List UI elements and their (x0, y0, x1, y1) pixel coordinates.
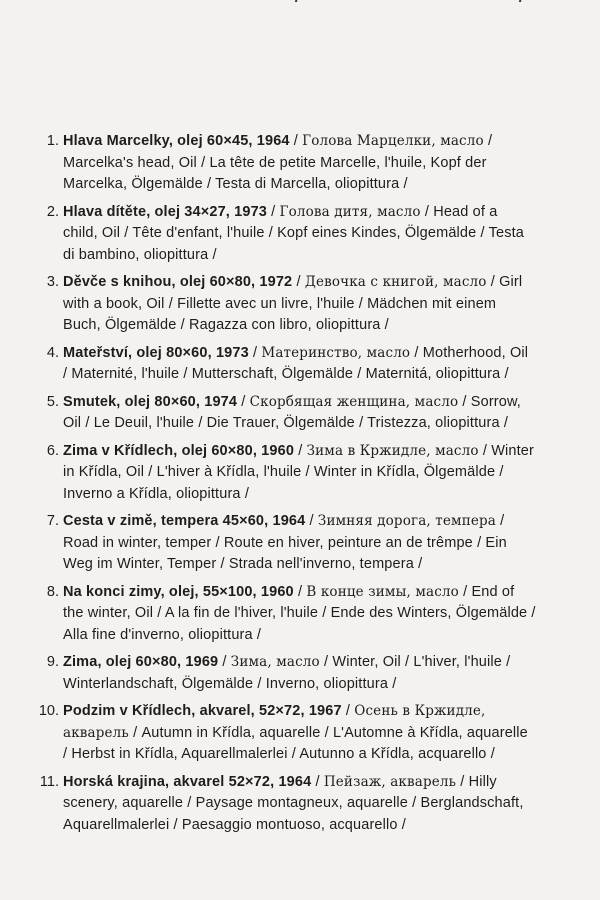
catalog-entry (36, 772, 536, 837)
entry-translations: End of the winter, Oil / A la fin de l'hiver, l'huile / Ende des Winters, Ölgemälde / Alla fine d'inverno, oliopittura / (63, 583, 536, 643)
catalog-entry (36, 701, 536, 766)
entry-text: Cesta v zimě, tempera 45×60, 1964 / Зимняя дорога, темпера / Road in winter, temper / Route en hiver, peinture an de trêmpe / Ein Weg im Winter, Temper / Strada nell'inverno, tempera / (63, 513, 507, 572)
entry-russian-title: Пейзаж, акварель (323, 773, 457, 790)
catalog-entry (36, 131, 536, 196)
entry-russian-title: В конце зимы, масло (306, 583, 459, 600)
entry-translations: Girl with a book, Oil / Fillette avec un livre, l'huile / Mädchen mit einem Buch, Ölgemälde / Ragazza con libro, oliopittura / (63, 274, 523, 333)
catalog-entry (36, 392, 536, 435)
catalog-entry (36, 343, 536, 386)
entry-translations: Marcelka's head, Oil / La tête de petite Marcelle, l'huile, Kopf der Marcelka, Ölgemälde / Testa di Marcella, oliopittura / (63, 154, 487, 192)
entry-number: 10. (38, 703, 59, 719)
entry-title: Cesta v zimě, tempera 45×60, 1964 (63, 513, 306, 529)
entry-russian-title: Зимняя дорога, темпера (317, 513, 496, 529)
entry-translations: Hilly scenery, aquarelle / Paysage montagneux, aquarelle / Berglandschaft, Aquarellmalerlei / Paesaggio montuoso, acquarello / (63, 773, 524, 833)
catalog-entry (36, 202, 536, 267)
catalog-entry (36, 441, 536, 506)
entry-title: Děvče s knihou, olej 60×80, 1972 (63, 274, 293, 290)
entry-number: 5. (46, 393, 59, 410)
entry-title: Smutek, olej 80×60, 1974 (63, 393, 238, 410)
catalog-entry (36, 582, 536, 647)
catalog-entry (36, 511, 536, 576)
entry-title: Hlava Marcelky, olej 60×45, 1964 (63, 133, 290, 149)
entry-text: Smutek, olej 80×60, 1974 / Скорбящая женщина, масло / Sorrow, Oil / Le Deuil, l'huile / Die Trauer, Ölgemälde / Tristezza, oliopittura / (63, 393, 521, 431)
entry-number: 3. (46, 274, 59, 290)
entry-russian-title: Девочка с книгой, масло (304, 274, 487, 290)
page-top-edge-text (0, 0, 600, 6)
entry-text: Hlava Marcelky, olej 60×45, 1964 / Голова Марцелки, масло / Marcelka's head, Oil / La tête de petite Marcelle, l'huile, Kopf der Marcelka, Ölgemälde / Testa di Marcella, oliopittura / (63, 133, 493, 192)
entry-russian-title: Материнство, масло (261, 344, 411, 361)
catalog-entry (36, 272, 536, 337)
entry-russian-title: Осень в Кржидле, акварель (63, 703, 486, 741)
entry-title: Horská krajina, akvarel 52×72, 1964 (63, 773, 312, 790)
entry-text: Zima, olej 60×80, 1969 / Зима, масло / Winter, Oil / L'hiver, l'huile / Winterlandschaft, Ölgemälde / Inverno, oliopittura / (63, 654, 511, 692)
entry-title: Hlava dítěte, olej 34×27, 1973 (63, 203, 267, 220)
entry-number: 1. (46, 133, 59, 149)
entry-russian-title: Голова дитя, масло (279, 203, 421, 220)
entry-translations: Sorrow, Oil / Le Deuil, l'huile / Die Trauer, Ölgemälde / Tristezza, oliopittura / (63, 393, 521, 431)
entry-number: 6. (46, 442, 59, 459)
entry-number: 11. (39, 773, 59, 790)
entry-text: Na konci zimy, olej, 55×100, 1960 / В конце зимы, масло / End of the winter, Oil / A la fin de l'hiver, l'huile / Ende des Winters, Ölgemälde / Alla fine d'inverno, oliopittura / (63, 583, 536, 643)
entry-text: Děvče s knihou, olej 60×80, 1972 / Девочка с книгой, масло / Girl with a book, Oil / Fillette avec un livre, l'huile / Mädchen mit einem Buch, Ölgemälde / Ragazza con libro, oliopittura / (63, 274, 523, 333)
entry-title: Zima v Křídlech, olej 60×80, 1960 (63, 442, 295, 459)
entry-translations: Road in winter, temper / Route en hiver, peinture an de trêmpe / Ein Weg im Winter, Temper / Strada nell'inverno, tempera / (63, 534, 507, 572)
entry-translations: Head of a child, Oil / Tête d'enfant, l'huile / Kopf eines Kindes, Ölgemälde / Testa di bambino, oliopittura / (63, 203, 525, 263)
entry-number: 9. (46, 654, 59, 670)
entry-russian-title: Зима в Кржидле, масло (306, 442, 479, 459)
entry-russian-title: Зима, масло (230, 654, 320, 670)
entry-text: Hlava dítěte, olej 34×27, 1973 / Голова дитя, масло / Head of a child, Oil / Tête d'enfant, l'huile / Kopf eines Kindes, Ölgemälde / Testa di bambino, oliopittura / (63, 203, 525, 263)
entry-translations: Autumn in Křídla, aquarelle / L'Automne à Křídla, aquarelle / Herbst in Křídla, Aquarellmalerlei / Autunno a Křídla, acquarello / (63, 724, 528, 762)
entry-text: Mateřství, olej 80×60, 1973 / Материнство, масло / Motherhood, Oil / Maternité, l'huile / Mutterschaft, Ölgemälde / Maternitá, oliopittura / (63, 344, 529, 382)
entry-text: Horská krajina, akvarel 52×72, 1964 / Пейзаж, акварель / Hilly scenery, aquarelle / Paysage montagneux, aquarelle / Berglandschaft, Aquarellmalerlei / Paesaggio montuoso, acquarello / (63, 773, 524, 833)
entry-number: 7. (46, 513, 59, 529)
entry-text: Zima v Křídlech, olej 60×80, 1960 / Зима в Кржидле, масло / Winter in Křídla, Oil / L'hiver à Křídla, l'huile / Winter in Křídla, Ölgemälde / Inverno a Křídla, oliopittura / (63, 442, 534, 502)
entry-title: Podzim v Křídlech, akvarel, 52×72, 1967 (63, 703, 342, 719)
entry-russian-title: Скорбящая женщина, масло (249, 393, 459, 410)
entry-title: Mateřství, olej 80×60, 1973 (63, 344, 249, 361)
entry-number: 2. (46, 203, 59, 220)
entry-title: Na konci zimy, olej, 55×100, 1960 (63, 583, 294, 600)
artwork-catalog-list (36, 131, 536, 842)
entry-title: Zima, olej 60×80, 1969 (63, 654, 219, 670)
entry-translations: Motherhood, Oil / Maternité, l'huile / Mutterschaft, Ölgemälde / Maternitá, oliopittura / (63, 344, 529, 382)
catalog-entry (36, 652, 536, 695)
entry-number: 4. (46, 344, 59, 361)
entry-russian-title: Голова Марцелки, масло (302, 133, 484, 149)
entry-text: Podzim v Křídlech, akvarel, 52×72, 1967 / Осень в Кржидле, акварель / Autumn in Křídla, aquarelle / L'Automne à Křídla, aquarelle / Herbst in Křídla, Aquarellmalerlei / Autunno a Křídla, acquarello / (63, 703, 528, 762)
entry-translations: Winter in Křídla, Oil / L'hiver à Křídla, l'huile / Winter in Křídla, Ölgemälde / Inverno a Křídla, oliopittura / (63, 442, 534, 502)
entry-number: 8. (46, 583, 59, 600)
entry-translations: Winter, Oil / L'hiver, l'huile / Winterlandschaft, Ölgemälde / Inverno, oliopittura / (63, 654, 511, 692)
